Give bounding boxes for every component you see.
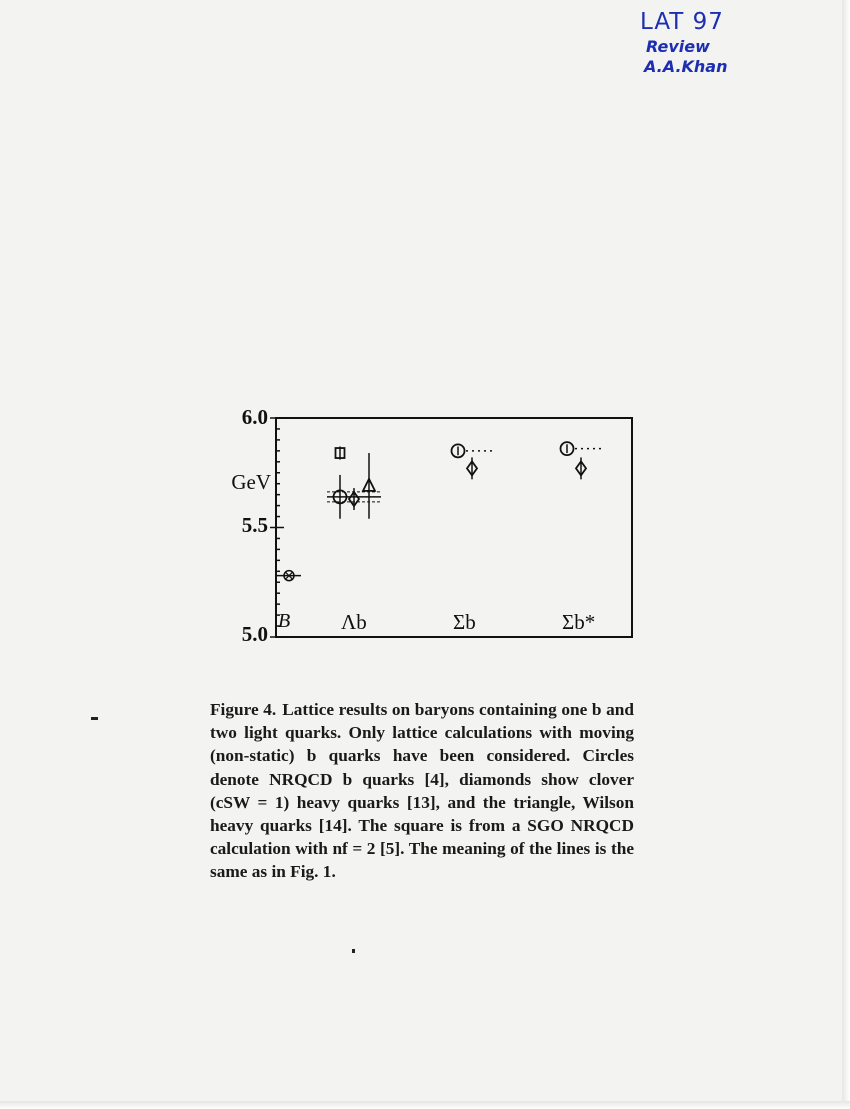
annotation-line-1: LAT 97 [640,9,724,35]
category-label-lambda-b: Λb [341,610,367,634]
y-tick-label-6.0: 6.0 [241,405,268,429]
plot-frame [276,418,632,637]
handwritten-annotation [640,8,728,77]
scan-edge-bottom [0,1101,850,1109]
category-label-B: B [278,610,291,632]
category-label-sigma-b-star: Σb* [562,610,596,634]
category-label-sigma-b: Σb [453,610,476,634]
scan-speck [91,717,98,720]
data-marks [277,442,603,581]
scan-speck [352,949,355,953]
caption-text: Lattice results on baryons containing one b and two light quarks. Only lattice calculations with moving (non-static) b quarks have been considered. Circles denote NRQCD b quarks [4], diamonds show clover (cSW = 1) heavy quarks [13], and the triangle, Wilson heavy quarks [14]. The square is from a SGO NRQCD calculation with nf = 2 [5]. The meaning of the lines is the same as in Fig. 1. [210,700,634,882]
annotation-line-3: A.A.Khan [644,56,728,76]
figure-caption [210,698,634,884]
baryon-mass-plot [200,395,645,650]
scan-edge-right [842,0,850,1109]
y-axis-ticks [270,418,284,637]
caption-label: Figure 4. [210,700,277,719]
y-tick-label-5.5: 5.5 [241,513,268,537]
y-axis-label: GeV [231,470,271,494]
y-tick-label-5.0: 5.0 [241,622,268,646]
annotation-line-2: Review [646,36,710,56]
